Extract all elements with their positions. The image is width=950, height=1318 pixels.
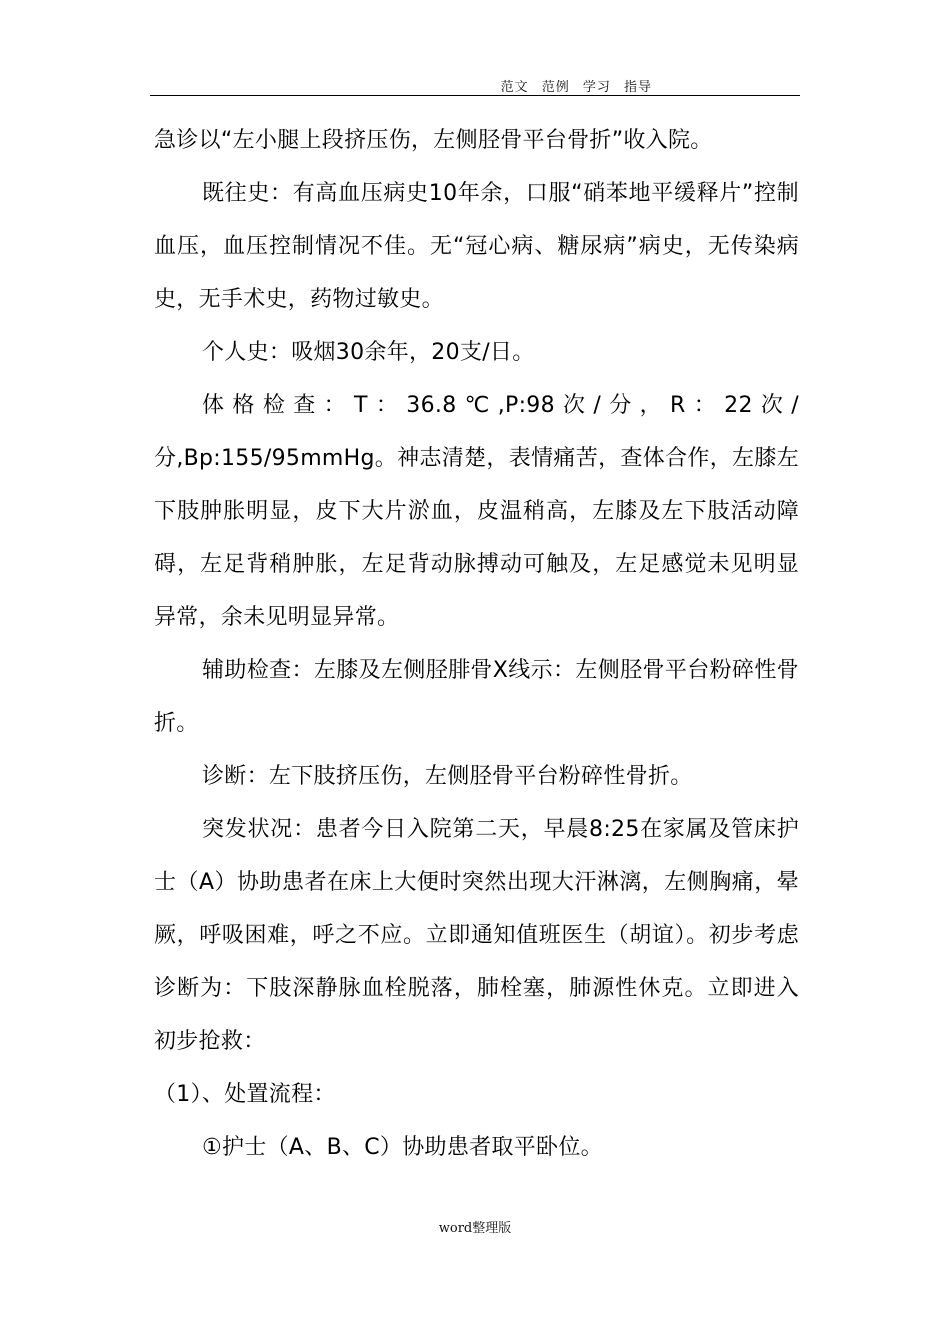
paragraph-auxiliary-exam: 辅助检查：左膝及左侧胫腓骨X线示：左侧胫骨平台粉碎性骨折。 bbox=[154, 658, 799, 736]
paragraph-physical-exam: 体格检查：T：36.8℃,P:98次/分，R：22次/分,Bp:155/95mmHg。神志清楚，表情痛苦，查体合作，左膝左下肢肿胀明显，皮下大片淤血，皮温稍高，左膝及左下肢活动障碍，左足背稍肿胀，左足背动脉搏动可触及，左足感觉未见明显异常，余未见明显异常。 bbox=[154, 393, 799, 630]
paragraph-procedure-heading: （1）、处置流程： bbox=[154, 1082, 336, 1107]
paragraph-emergency: 突发状况：患者今日入院第二天，早晨8:25在家属及管床护士（A）协助患者在床上大便时突然出现大汗淋漓，左侧胸痛，晕厥，呼吸困难，呼之不应。立即通知值班医生（胡谊）。初步考虑诊断为：下肢深静脉血栓脱落，肺栓塞，肺源性休克。立即进入初步抢救： bbox=[154, 817, 799, 1054]
page-header: 范文 范例 学习 指导 bbox=[500, 80, 652, 95]
header-rule bbox=[150, 95, 800, 96]
paragraph-step-1: ①护士（A、B、C）协助患者取平卧位。 bbox=[202, 1135, 603, 1160]
document-body bbox=[154, 114, 799, 1174]
paragraph-diagnosis: 诊断：左下肢挤压伤，左侧胫骨平台粉碎性骨折。 bbox=[202, 764, 693, 789]
paragraph-admission: 急诊以“左小腿上段挤压伤，左侧胫骨平台骨折”收入院。 bbox=[154, 128, 713, 153]
paragraph-personal-history: 个人史：吸烟30余年，20支/日。 bbox=[202, 340, 535, 365]
paragraph-past-history: 既往史：有高血压病史10年余，口服“硝苯地平缓释片”控制血压，血压控制情况不佳。无“冠心病、糖尿病”病史，无传染病史，无手术史，药物过敏史。 bbox=[154, 181, 799, 312]
page-footer: word整理版 bbox=[438, 1221, 512, 1236]
